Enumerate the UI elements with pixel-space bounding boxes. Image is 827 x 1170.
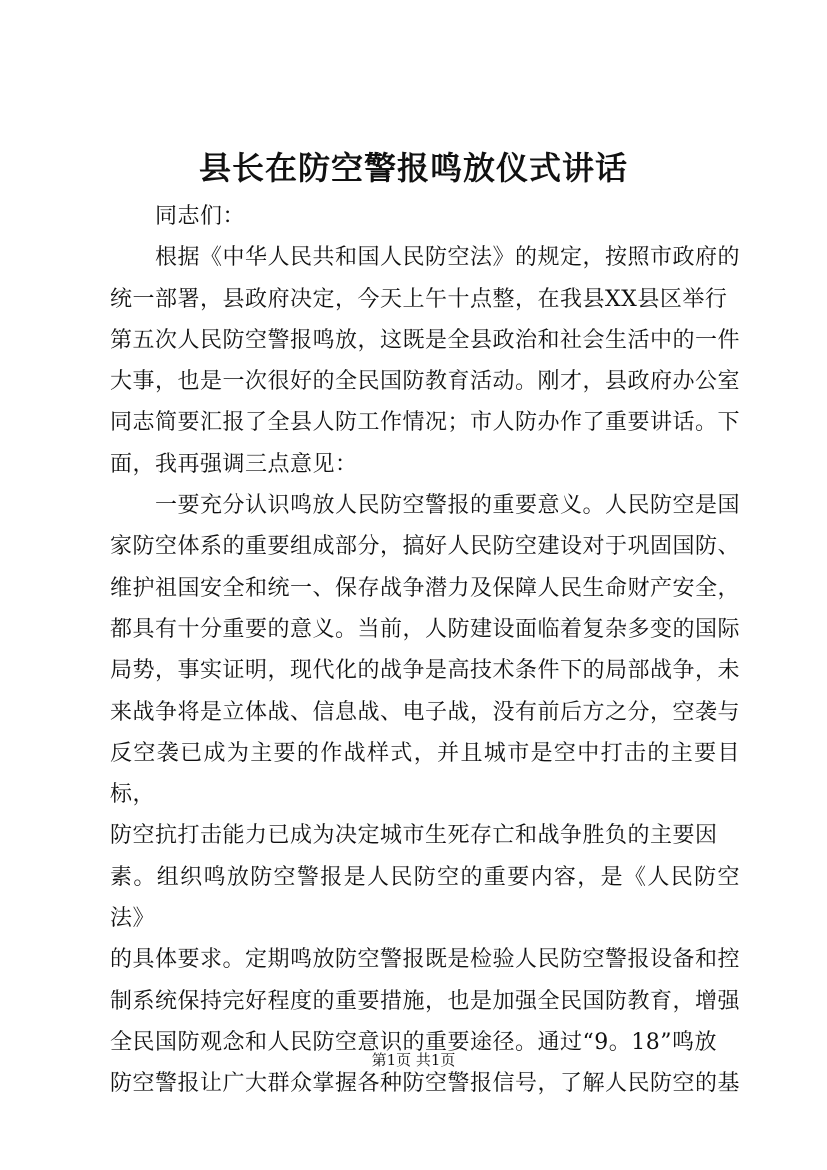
text-line: 来战争将是立体战、信息战、电子战，没有前后方之分，空袭与 — [110, 699, 741, 725]
document-title: 县长在防空警报鸣放仪式讲话 — [198, 149, 628, 187]
text-line: 大事，也是一次很好的全民国防教育活动。刚才，县政府办公室 — [110, 369, 741, 395]
text-line: 统一部署，县政府决定，今天上午十点整，在我县XX县区举行 — [110, 286, 728, 312]
text-line: 维护祖国安全和统一、保存战争潜力及保障人民生命财产安全， — [110, 575, 741, 601]
text-line: 素。组织鸣放防空警报是人民防空的重要内容，是《人民防空法》 — [110, 864, 740, 932]
text-line: 局势，事实证明，现代化的战争是高技术条件下的局部战争，未 — [110, 658, 741, 684]
text-line: 反空袭已成为主要的作战样式，并且城市是空中打击的主要目标， — [110, 740, 740, 808]
text-line: 同志简要汇报了全县人防工作情况；市人防办作了重要讲话。下 — [110, 410, 741, 436]
text-line: 一要充分认识鸣放人民防空警报的重要意义。人民防空是国 — [110, 493, 741, 519]
document-body — [110, 196, 740, 1105]
text-line: 第五次人民防空警报鸣放，这既是全县政治和社会生活中的一件 — [110, 327, 741, 353]
text-line: 全民国防观念和人民防空意识的重要途径。通过“9。18”鸣放 — [110, 1029, 717, 1055]
text-line: 根据《中华人民共和国人民防空法》的规定，按照市政府的 — [110, 245, 741, 271]
page-number-footer: 第1页 共1页 — [371, 1051, 456, 1069]
text-line: 家防空体系的重要组成部分，搞好人民防空建设对于巩固国防、 — [110, 534, 741, 560]
text-line: 的具体要求。定期鸣放防空警报既是检验人民防空警报设备和控 — [110, 947, 741, 973]
text-line: 都具有十分重要的意义。当前，人防建设面临着复杂多变的国际 — [110, 616, 741, 642]
text-line: 防空警报让广大群众掌握各种防空警报信号，了解人民防空的基 — [110, 1071, 741, 1097]
text-line: 制系统保持完好程度的重要措施，也是加强全民国防教育，增强 — [110, 988, 741, 1014]
text-line: 防空抗打击能力已成为决定城市生死存亡和战争胜负的主要因 — [110, 823, 718, 849]
text-line: 同志们： — [110, 204, 246, 229]
text-line: 面，我再强调三点意见： — [110, 451, 358, 477]
